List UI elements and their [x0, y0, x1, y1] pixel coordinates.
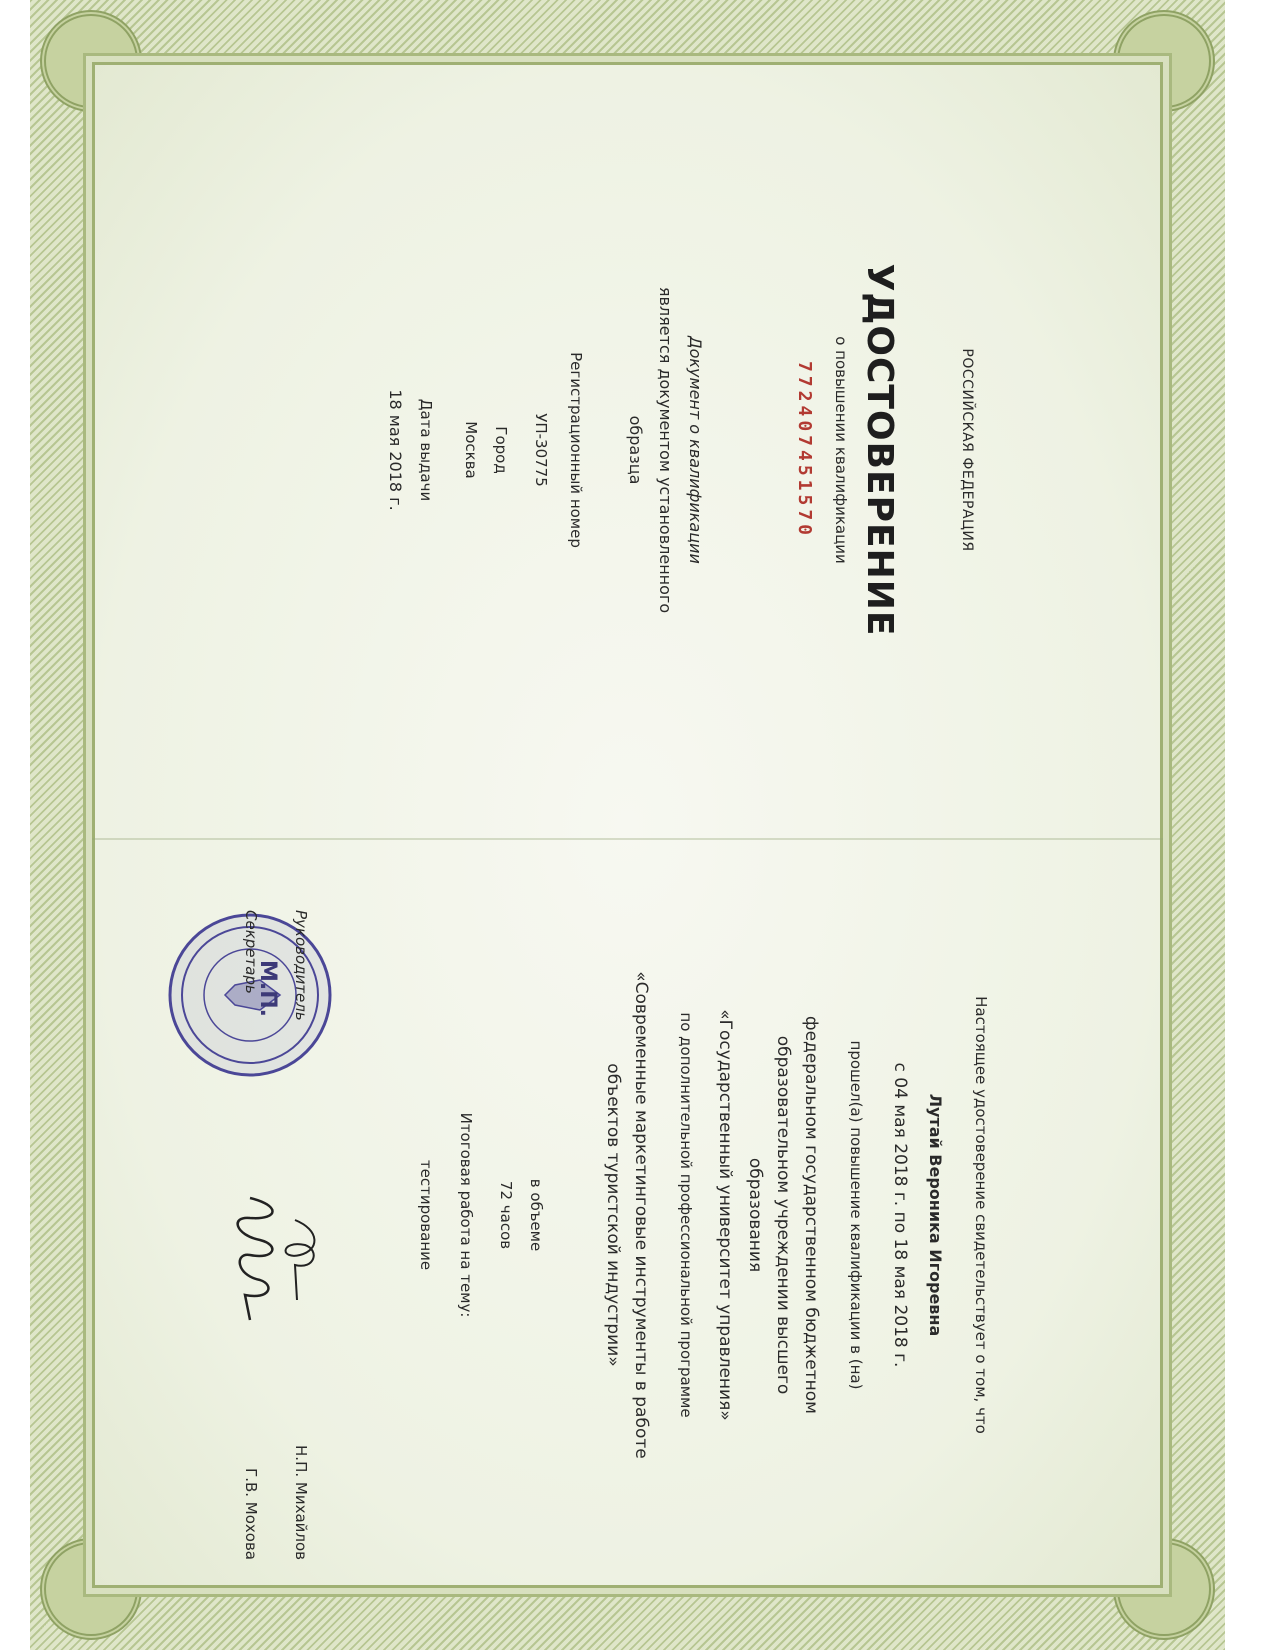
issue-date-label: Дата выдачи [417, 398, 435, 502]
registration-number: УП-30775 [532, 413, 550, 487]
institution-line: образования [745, 1157, 765, 1273]
qualification-note [620, 210, 710, 690]
holder-name: Лутай Вероника Игоревна [926, 1093, 945, 1337]
institution [741, 880, 825, 1550]
program-topic-line: объектов туристской индустрии» [603, 1063, 623, 1367]
qualification-note-line: образца [626, 415, 645, 485]
stamp-mark: М.П. [255, 960, 280, 1018]
certificate-intro: Настоящее удостоверение свидетельствует о том, что [972, 996, 990, 1434]
program-topic-line: «Современные маркетинговые инструменты в работе [631, 971, 651, 1459]
cover-panel [100, 70, 1155, 830]
program-label: по дополнительной профессиональной программе [677, 1012, 695, 1418]
secretary-role: Секретарь [242, 910, 260, 994]
city-label: Город [492, 426, 510, 474]
secretary-signature [220, 1190, 290, 1330]
registration-number-label: Регистрационный номер [567, 352, 585, 548]
final-work-label: Итоговая работа на тему: [457, 1112, 475, 1318]
program-topic [599, 880, 655, 1550]
city-value: Москва [462, 421, 480, 479]
content-panel [100, 850, 1155, 1580]
training-period: с 04 мая 2018 г. по 18 мая 2018 г. [890, 1062, 910, 1368]
final-work-value: тестирование [417, 1159, 435, 1271]
issue-date: 18 мая 2018 г. [386, 389, 405, 511]
qualification-note-line: Документ о квалификации [686, 336, 705, 564]
document-number: 772407451570 [794, 360, 815, 540]
qualification-note-line: является документом установленного [656, 286, 675, 614]
university-name: «Государственный университет управления» [715, 1009, 735, 1421]
head-role: Руководитель [292, 910, 310, 1021]
document-subtitle: о повышении квалификации [832, 336, 850, 564]
head-name: Н.П. Михайлов [292, 1445, 310, 1560]
country-label: РОССИЙСКАЯ ФЕДЕРАЦИЯ [959, 348, 975, 552]
fold-line [92, 838, 1163, 840]
secretary-name: Г.В. Мохова [242, 1468, 260, 1560]
institution-line: федеральном государственном бюджетном [801, 1016, 821, 1414]
certificate [30, 0, 1225, 1650]
passed-statement: прошел(а) повышение квалификации в (на) [847, 1040, 865, 1390]
document-title: УДОСТОВЕРЕНИЕ [859, 263, 900, 637]
volume-label: в объеме [527, 1178, 545, 1252]
institution-line: образовательном учреждении высшего [773, 1035, 793, 1395]
volume-value: 72 часов [497, 1180, 515, 1250]
